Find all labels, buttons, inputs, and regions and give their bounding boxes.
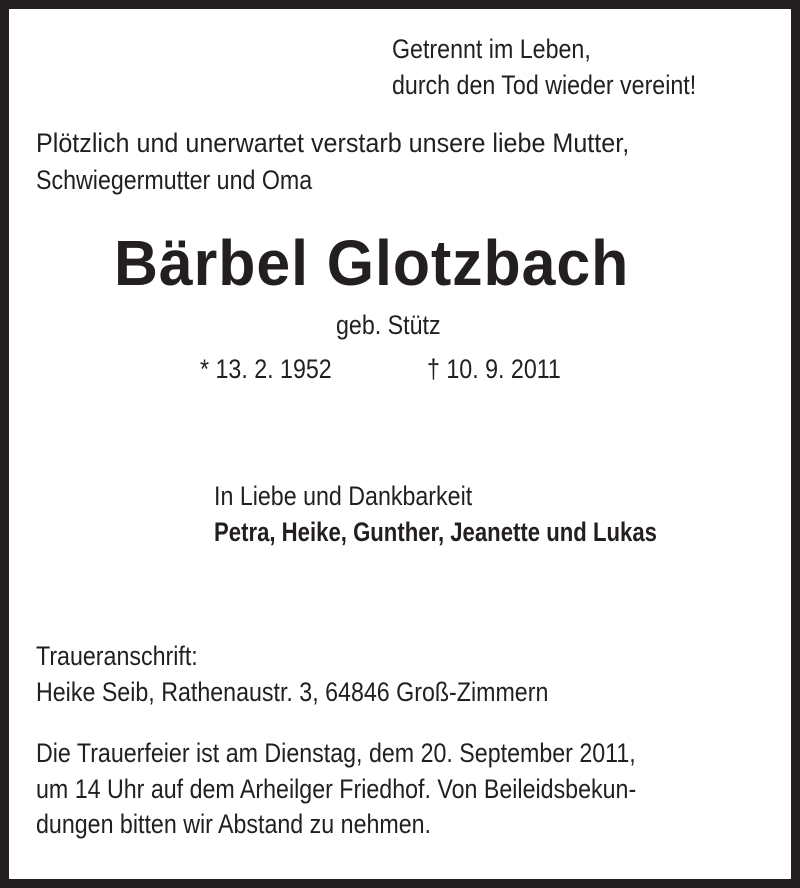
maiden-name: geb. Stütz xyxy=(336,310,441,340)
address-label: Traueranschrift: xyxy=(36,641,198,671)
motto-line-1: Getrennt im Leben, xyxy=(392,34,591,64)
birth-date: * 13. 2. 1952 xyxy=(200,354,332,384)
ceremony-line-1: Die Trauerfeier ist am Dienstag, dem 20. September 2011, xyxy=(36,738,636,768)
intro-line-1: Plötzlich und unerwartet verstarb unsere liebe Mutter, xyxy=(36,128,630,158)
death-date: † 10. 9. 2011 xyxy=(427,354,561,384)
mourner-names: Petra, Heike, Gunther, Jeanette und Lukas xyxy=(214,517,657,547)
mourning-phrase: In Liebe und Dankbarkeit xyxy=(214,481,473,511)
intro-line-2: Schwiegermutter und Oma xyxy=(36,165,313,195)
ceremony-line-3: dungen bitten wir Abstand zu nehmen. xyxy=(36,809,432,839)
notice-paper xyxy=(9,9,791,879)
deceased-name: Bärbel Glotzbach xyxy=(114,227,630,299)
ceremony-line-2: um 14 Uhr auf dem Arheilger Friedhof. Von Beileidsbekun- xyxy=(36,774,637,804)
motto-line-2: durch den Tod wieder vereint! xyxy=(392,70,697,100)
address-value: Heike Seib, Rathenaustr. 3, 64846 Groß-Zimmern xyxy=(36,677,549,707)
